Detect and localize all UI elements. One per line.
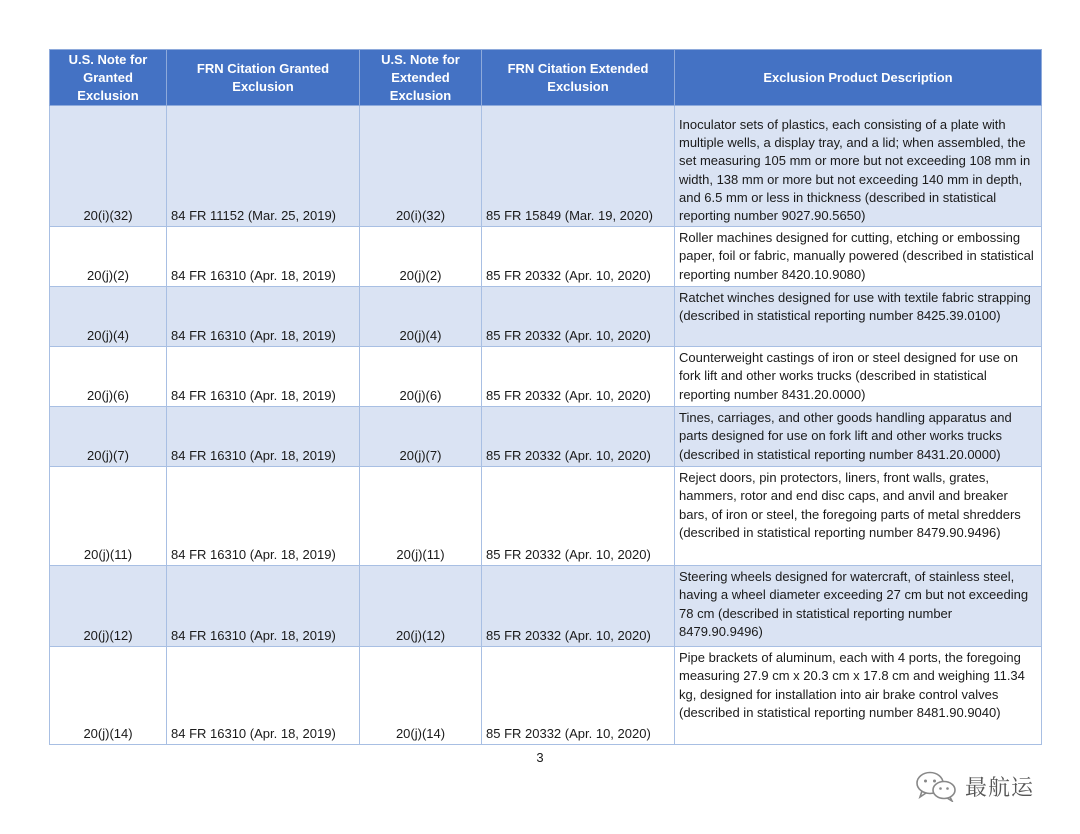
frn-granted-cell: 84 FR 16310 (Apr. 18, 2019)	[167, 347, 360, 407]
frn-extended-cell: 85 FR 20332 (Apr. 10, 2020)	[482, 347, 675, 407]
note-granted-cell: 20(j)(11)	[50, 467, 167, 566]
watermark	[913, 770, 1034, 802]
note-extended-cell: 20(i)(32)	[360, 106, 482, 227]
frn-extended-cell: 85 FR 20332 (Apr. 10, 2020)	[482, 227, 675, 287]
table-row	[50, 566, 1042, 647]
note-granted-cell: 20(j)(7)	[50, 407, 167, 467]
frn-extended-cell: 85 FR 20332 (Apr. 10, 2020)	[482, 407, 675, 467]
frn-extended-cell: 85 FR 20332 (Apr. 10, 2020)	[482, 287, 675, 347]
note-extended-cell: 20(j)(6)	[360, 347, 482, 407]
frn-extended-cell: 85 FR 20332 (Apr. 10, 2020)	[482, 647, 675, 745]
page-number: 3	[536, 750, 544, 765]
description-cell: Steering wheels designed for watercraft, of stainless steel, having a wheel diameter exceeding 27 cm but not exceeding 78 cm (described in statistical reporting number 8479.90.9496)	[675, 566, 1042, 647]
table-row	[50, 347, 1042, 407]
header-frn-granted: FRN Citation Granted Exclusion	[167, 50, 360, 106]
note-extended-cell: 20(j)(11)	[360, 467, 482, 566]
frn-extended-cell: 85 FR 20332 (Apr. 10, 2020)	[482, 566, 675, 647]
frn-granted-cell: 84 FR 16310 (Apr. 18, 2019)	[167, 467, 360, 566]
table-row	[50, 106, 1042, 227]
header-us-note-granted: U.S. Note for Granted Exclusion	[50, 50, 167, 106]
note-extended-cell: 20(j)(2)	[360, 227, 482, 287]
note-extended-cell: 20(j)(7)	[360, 407, 482, 467]
exclusion-table	[49, 49, 1042, 745]
frn-extended-cell: 85 FR 20332 (Apr. 10, 2020)	[482, 467, 675, 566]
description-cell: Reject doors, pin protectors, liners, front walls, grates, hammers, rotor and end disc caps, and anvil and breaker bars, of iron or steel, the foregoing parts of metal shredders (described in statistical reporting number 8479.90.9496)	[675, 467, 1042, 566]
frn-granted-cell: 84 FR 16310 (Apr. 18, 2019)	[167, 227, 360, 287]
table-row	[50, 647, 1042, 745]
description-cell: Ratchet winches designed for use with textile fabric strapping (described in statistical reporting number 8425.39.0100)	[675, 287, 1042, 347]
note-granted-cell: 20(j)(12)	[50, 566, 167, 647]
note-extended-cell: 20(j)(14)	[360, 647, 482, 745]
description-cell: Roller machines designed for cutting, etching or embossing paper, foil or fabric, manually powered (described in statistical reporting number 8420.10.9080)	[675, 227, 1042, 287]
note-granted-cell: 20(j)(4)	[50, 287, 167, 347]
note-granted-cell: 20(j)(6)	[50, 347, 167, 407]
frn-granted-cell: 84 FR 16310 (Apr. 18, 2019)	[167, 407, 360, 467]
table-row	[50, 467, 1042, 566]
description-cell: Counterweight castings of iron or steel designed for use on fork lift and other works trucks (described in statistical reporting number 8431.20.0000)	[675, 347, 1042, 407]
header-us-note-extended: U.S. Note for Extended Exclusion	[360, 50, 482, 106]
frn-extended-cell: 85 FR 15849 (Mar. 19, 2020)	[482, 106, 675, 227]
frn-granted-cell: 84 FR 11152 (Mar. 25, 2019)	[167, 106, 360, 227]
wechat-icon	[913, 770, 959, 802]
note-extended-cell: 20(j)(12)	[360, 566, 482, 647]
note-granted-cell: 20(j)(14)	[50, 647, 167, 745]
header-description: Exclusion Product Description	[675, 50, 1042, 106]
frn-granted-cell: 84 FR 16310 (Apr. 18, 2019)	[167, 287, 360, 347]
description-cell: Inoculator sets of plastics, each consisting of a plate with multiple wells, a display tray, and a lid; when assembled, the set measuring 105 mm or more but not exceeding 108 mm in width, 138 mm or more but not exceeding 140 mm in depth, and 6.5 mm or less in thickness (described in statistical reporting number 9027.90.5650)	[675, 106, 1042, 227]
table-row	[50, 287, 1042, 347]
frn-granted-cell: 84 FR 16310 (Apr. 18, 2019)	[167, 647, 360, 745]
note-extended-cell: 20(j)(4)	[360, 287, 482, 347]
note-granted-cell: 20(j)(2)	[50, 227, 167, 287]
description-cell: Pipe brackets of aluminum, each with 4 ports, the foregoing measuring 27.9 cm x 20.3 cm x 17.8 cm and weighing 11.34 kg, designed for installation into air brake control valves (described in statistical reporting number 8481.90.9040)	[675, 647, 1042, 745]
description-cell: Tines, carriages, and other goods handling apparatus and parts designed for use on fork lift and other works trucks (described in statistical reporting number 8431.20.0000)	[675, 407, 1042, 467]
table-row	[50, 227, 1042, 287]
watermark-text: 最航运	[965, 775, 1035, 801]
table-header-row	[50, 50, 1042, 106]
frn-granted-cell: 84 FR 16310 (Apr. 18, 2019)	[167, 566, 360, 647]
note-granted-cell: 20(i)(32)	[50, 106, 167, 227]
header-frn-extended: FRN Citation Extended Exclusion	[482, 50, 675, 106]
table-row	[50, 407, 1042, 467]
